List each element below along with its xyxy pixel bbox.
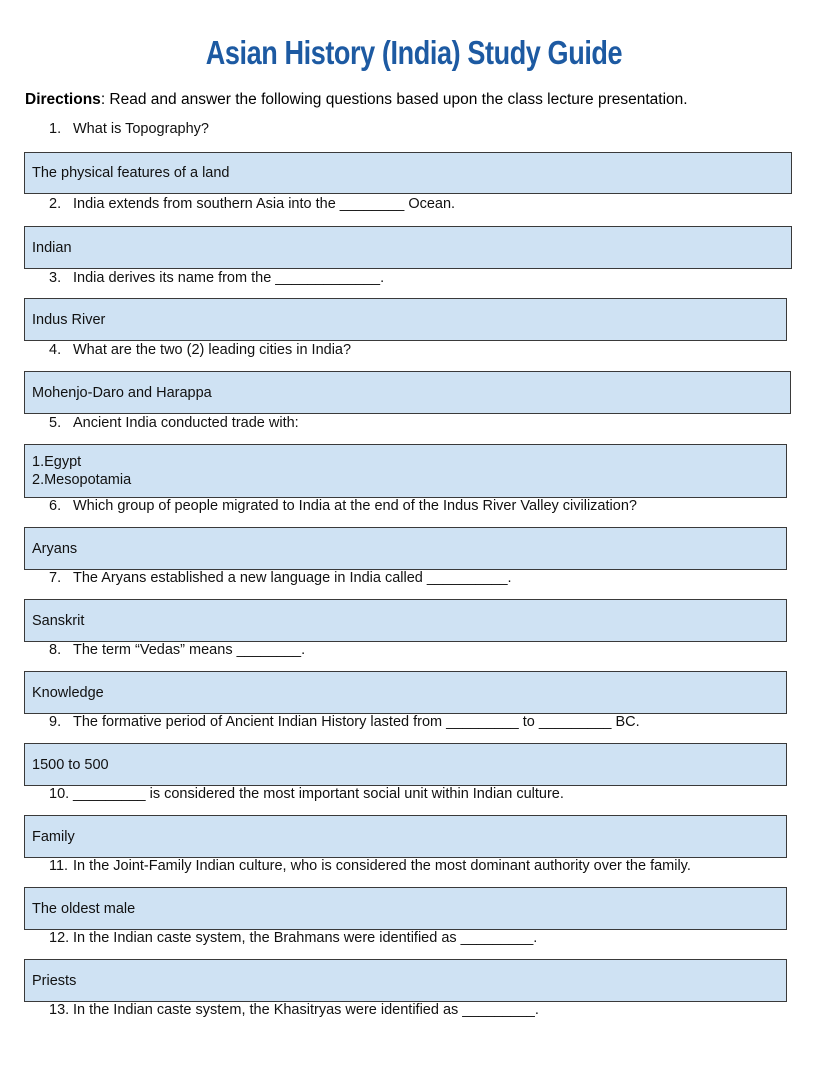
question-7 xyxy=(49,570,512,586)
question-text: India extends from southern Asia into the ________ Ocean. xyxy=(73,196,456,212)
answer-text: Family xyxy=(32,828,75,845)
page-title-text: Asian History (India) Study Guide xyxy=(205,34,623,71)
question-9 xyxy=(49,714,640,730)
question-number: 11. xyxy=(49,858,69,874)
question-text: In the Indian caste system, the Khasitryas were identified as _________. xyxy=(73,1002,539,1018)
question-number: 13. xyxy=(49,1002,70,1018)
question-13 xyxy=(49,1002,539,1018)
directions-text: : Read and answer the following questions based upon the class lecture presentation. xyxy=(100,91,688,108)
question-number: 8. xyxy=(49,642,62,658)
answer-text: Sanskrit xyxy=(32,612,85,629)
question-text: Which group of people migrated to India at the end of the Indus River Valley civilization? xyxy=(73,498,637,514)
answer-box-2[interactable] xyxy=(24,226,792,269)
question-8 xyxy=(49,642,305,658)
answer-box-7[interactable] xyxy=(24,599,787,642)
question-number: 3. xyxy=(49,270,62,286)
answer-text: Aryans xyxy=(32,540,78,557)
question-text: In the Joint-Family Indian culture, who is considered the most dominant authority over the family. xyxy=(73,858,691,874)
question-text: What are the two (2) leading cities in India? xyxy=(73,342,352,358)
question-number: 2. xyxy=(49,196,62,212)
question-1 xyxy=(49,121,209,137)
question-number: 1. xyxy=(49,121,62,137)
question-text: India derives its name from the _____________. xyxy=(73,270,385,286)
answer-text: Indus River xyxy=(32,311,106,328)
question-10 xyxy=(49,786,564,802)
question-number: 7. xyxy=(49,570,62,586)
question-5 xyxy=(49,415,299,431)
question-number: 4. xyxy=(49,342,62,358)
directions-label: Directions xyxy=(25,91,101,108)
answer-box-8[interactable] xyxy=(24,671,787,714)
answer-text: Mohenjo-Daro and Harappa xyxy=(32,384,212,401)
question-12 xyxy=(49,930,537,946)
question-2 xyxy=(49,196,455,212)
question-text: The term “Vedas” means ________. xyxy=(73,642,306,658)
question-number: 5. xyxy=(49,415,62,431)
answer-box-4[interactable] xyxy=(24,371,791,414)
answer-text: 1500 to 500 xyxy=(32,756,109,773)
page-title xyxy=(0,34,828,72)
question-number: 6. xyxy=(49,498,62,514)
question-3 xyxy=(49,270,384,286)
question-text: What is Topography? xyxy=(73,121,209,137)
answer-box-1[interactable] xyxy=(24,152,792,194)
question-text: The formative period of Ancient Indian History lasted from _________ to _________ BC. xyxy=(73,714,640,730)
question-text: The Aryans established a new language in India called __________. xyxy=(73,570,512,586)
answer-text: The physical features of a land xyxy=(32,165,230,181)
answer-box-9[interactable] xyxy=(24,743,787,786)
question-number: 9. xyxy=(49,714,62,730)
question-text: Ancient India conducted trade with: xyxy=(73,415,299,431)
question-number: 10. xyxy=(49,786,70,802)
answer-text: 1.Egypt xyxy=(32,454,82,470)
question-4 xyxy=(49,342,351,358)
directions xyxy=(25,91,688,109)
question-number: 12. xyxy=(49,930,70,946)
answer-box-11[interactable] xyxy=(24,887,787,930)
answer-box-5[interactable] xyxy=(24,444,787,498)
answer-box-6[interactable] xyxy=(24,527,787,570)
answer-text: Indian xyxy=(32,239,72,256)
answer-text: 2.Mesopotamia xyxy=(32,472,132,488)
answer-box-12[interactable] xyxy=(24,959,787,1002)
answer-text: The oldest male xyxy=(32,900,136,917)
answer-box-10[interactable] xyxy=(24,815,787,858)
answer-box-3[interactable] xyxy=(24,298,787,341)
question-text: _________ is considered the most important social unit within Indian culture. xyxy=(73,786,564,802)
answer-text: Priests xyxy=(32,972,77,989)
question-11 xyxy=(49,858,691,874)
question-6 xyxy=(49,498,637,514)
answer-text: Knowledge xyxy=(32,684,104,701)
question-text: In the Indian caste system, the Brahmans were identified as _________. xyxy=(73,930,538,946)
